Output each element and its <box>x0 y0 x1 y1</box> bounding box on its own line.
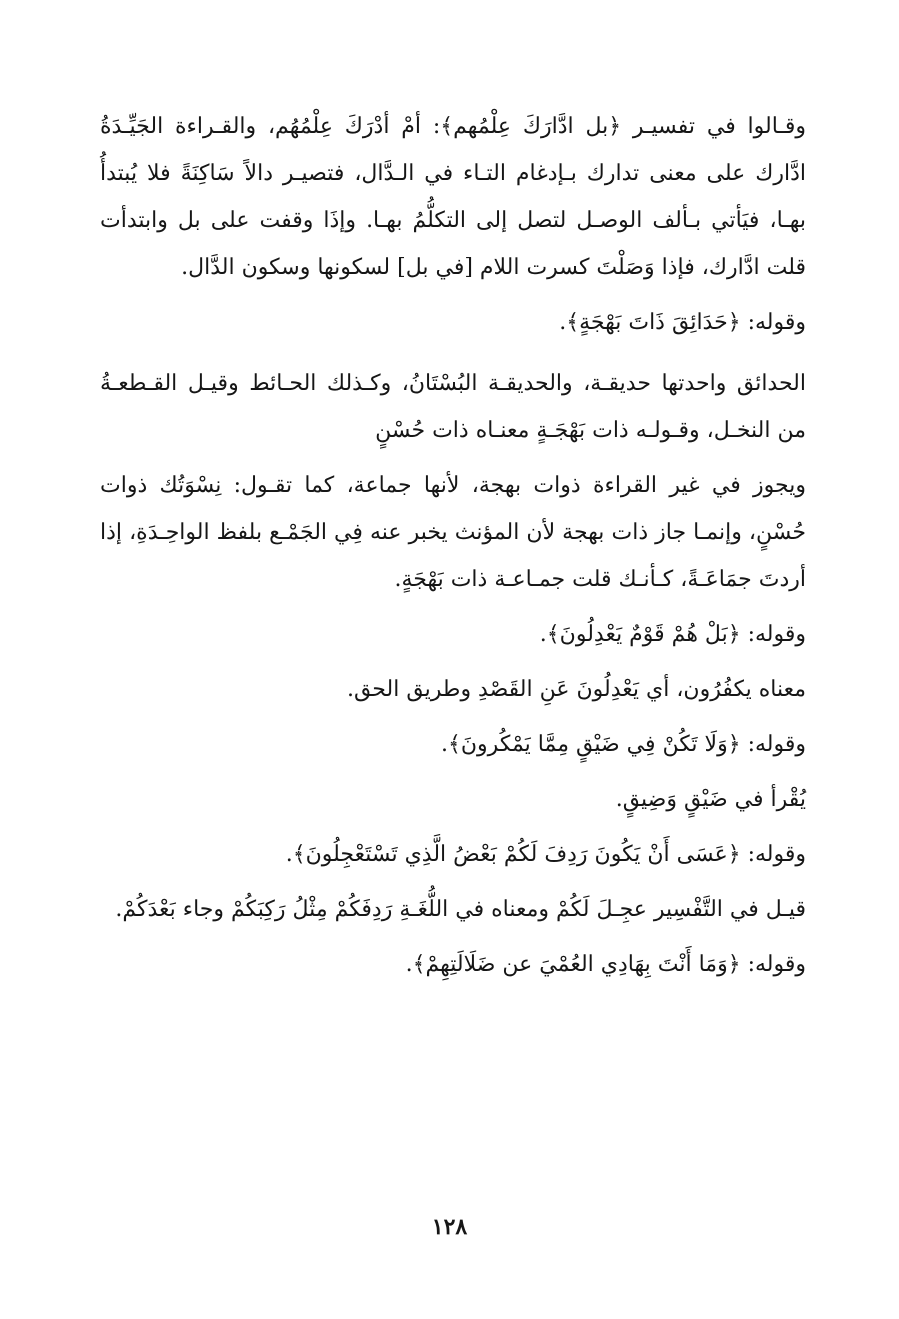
paragraph-verse-hadaiq: وقوله: ﴿حَدَائِقَ ذَاتَ بَهْجَةٍ﴾. <box>559 310 806 335</box>
paragraph-tafsir-iddaraka: وقـالوا في تفسيـر ﴿بل ادَّارَكَ عِلْمُهم﴾: أمْ أدْرَكَ عِلْمُهُم، والقـراءة الجَيِّـدَةُ ادَّارك على معنى تدارك بـإدغام التـاء في الـدَّال، فتصيـر دالاً سَاكِنَةً فلا يُبتدأُ بهـا، فيَأتي بـألف الوصـل لتصل إلى التكلُّمُ بهـا. وإذَا وقفت على بل وابتدأت قلت ادَّارك، فإذا وَصَلْتَ كسرت اللام [في بل] لسكونها وسكون الدَّال. <box>100 114 806 280</box>
paragraph-verse-dayq: وقوله: ﴿وَلَا تَكُنْ فِي ضَيْقٍ مِمَّا يَمْكُرونَ﴾. <box>441 732 806 757</box>
paragraph-dayq-reading: يُقْرأ في ضَيْقٍ وَضِيقٍ. <box>615 787 806 812</box>
paragraph-radifa-meaning: قيـل في التَّفْسِير عجِـلَ لَكُمْ ومعناه في اللُّغَـةِ رَدِفَكُمْ مِثْلُ رَكِبَكُمْ وجاء بَعْدَكُمْ. <box>115 897 806 922</box>
paragraph-yadilun-meaning: معناه يكفُرُون، أي يَعْدِلُونَ عَنِ القَصْدِ وطريق الحق. <box>346 677 806 702</box>
page-number: ١٢٨ <box>431 1214 468 1240</box>
paragraph-dhawat-bahja: ويجوز في غير القراءة ذوات بهجة، لأنها جماعة، كما تقـول: نِسْوَتُك ذوات حُسْنٍ، وإنمـا جاز ذات بهجة لأن المؤنث يخبر عنه فِي الجَمْـع بلفظ الواحِـدَةِ، إذا أردتَ جمَاعَـةً، كـأنـك قلت جمـاعـة ذات بَهْجَةٍ. <box>100 473 806 592</box>
paragraph-hadaiq-explanation: الحدائق واحدتها حديقـة، والحديقـة البُسْتَانُ، وكـذلك الحـائط وقيـل القـطعـةُ من النخـل، وقـولـه ذات بَهْجَـةٍ معنـاه ذات حُسْنٍ <box>100 371 806 443</box>
paragraph-verse-radifa: وقوله: ﴿عَسَى أَنْ يَكُونَ رَدِفَ لَكُمْ بَعْضُ الَّذِي تَسْتَعْجِلُونَ﴾. <box>285 842 806 867</box>
paragraph-verse-hadi-alumy: وقوله: ﴿وَمَا أَنْتَ بِهَادِي العُمْيَ عن ضَلَالَتِهِمْ﴾. <box>405 952 806 977</box>
paragraph-verse-yadilun: وقوله: ﴿بَلْ هُمْ قَوْمٌ يَعْدِلُونَ﴾. <box>539 622 806 647</box>
page-body <box>100 103 806 988</box>
